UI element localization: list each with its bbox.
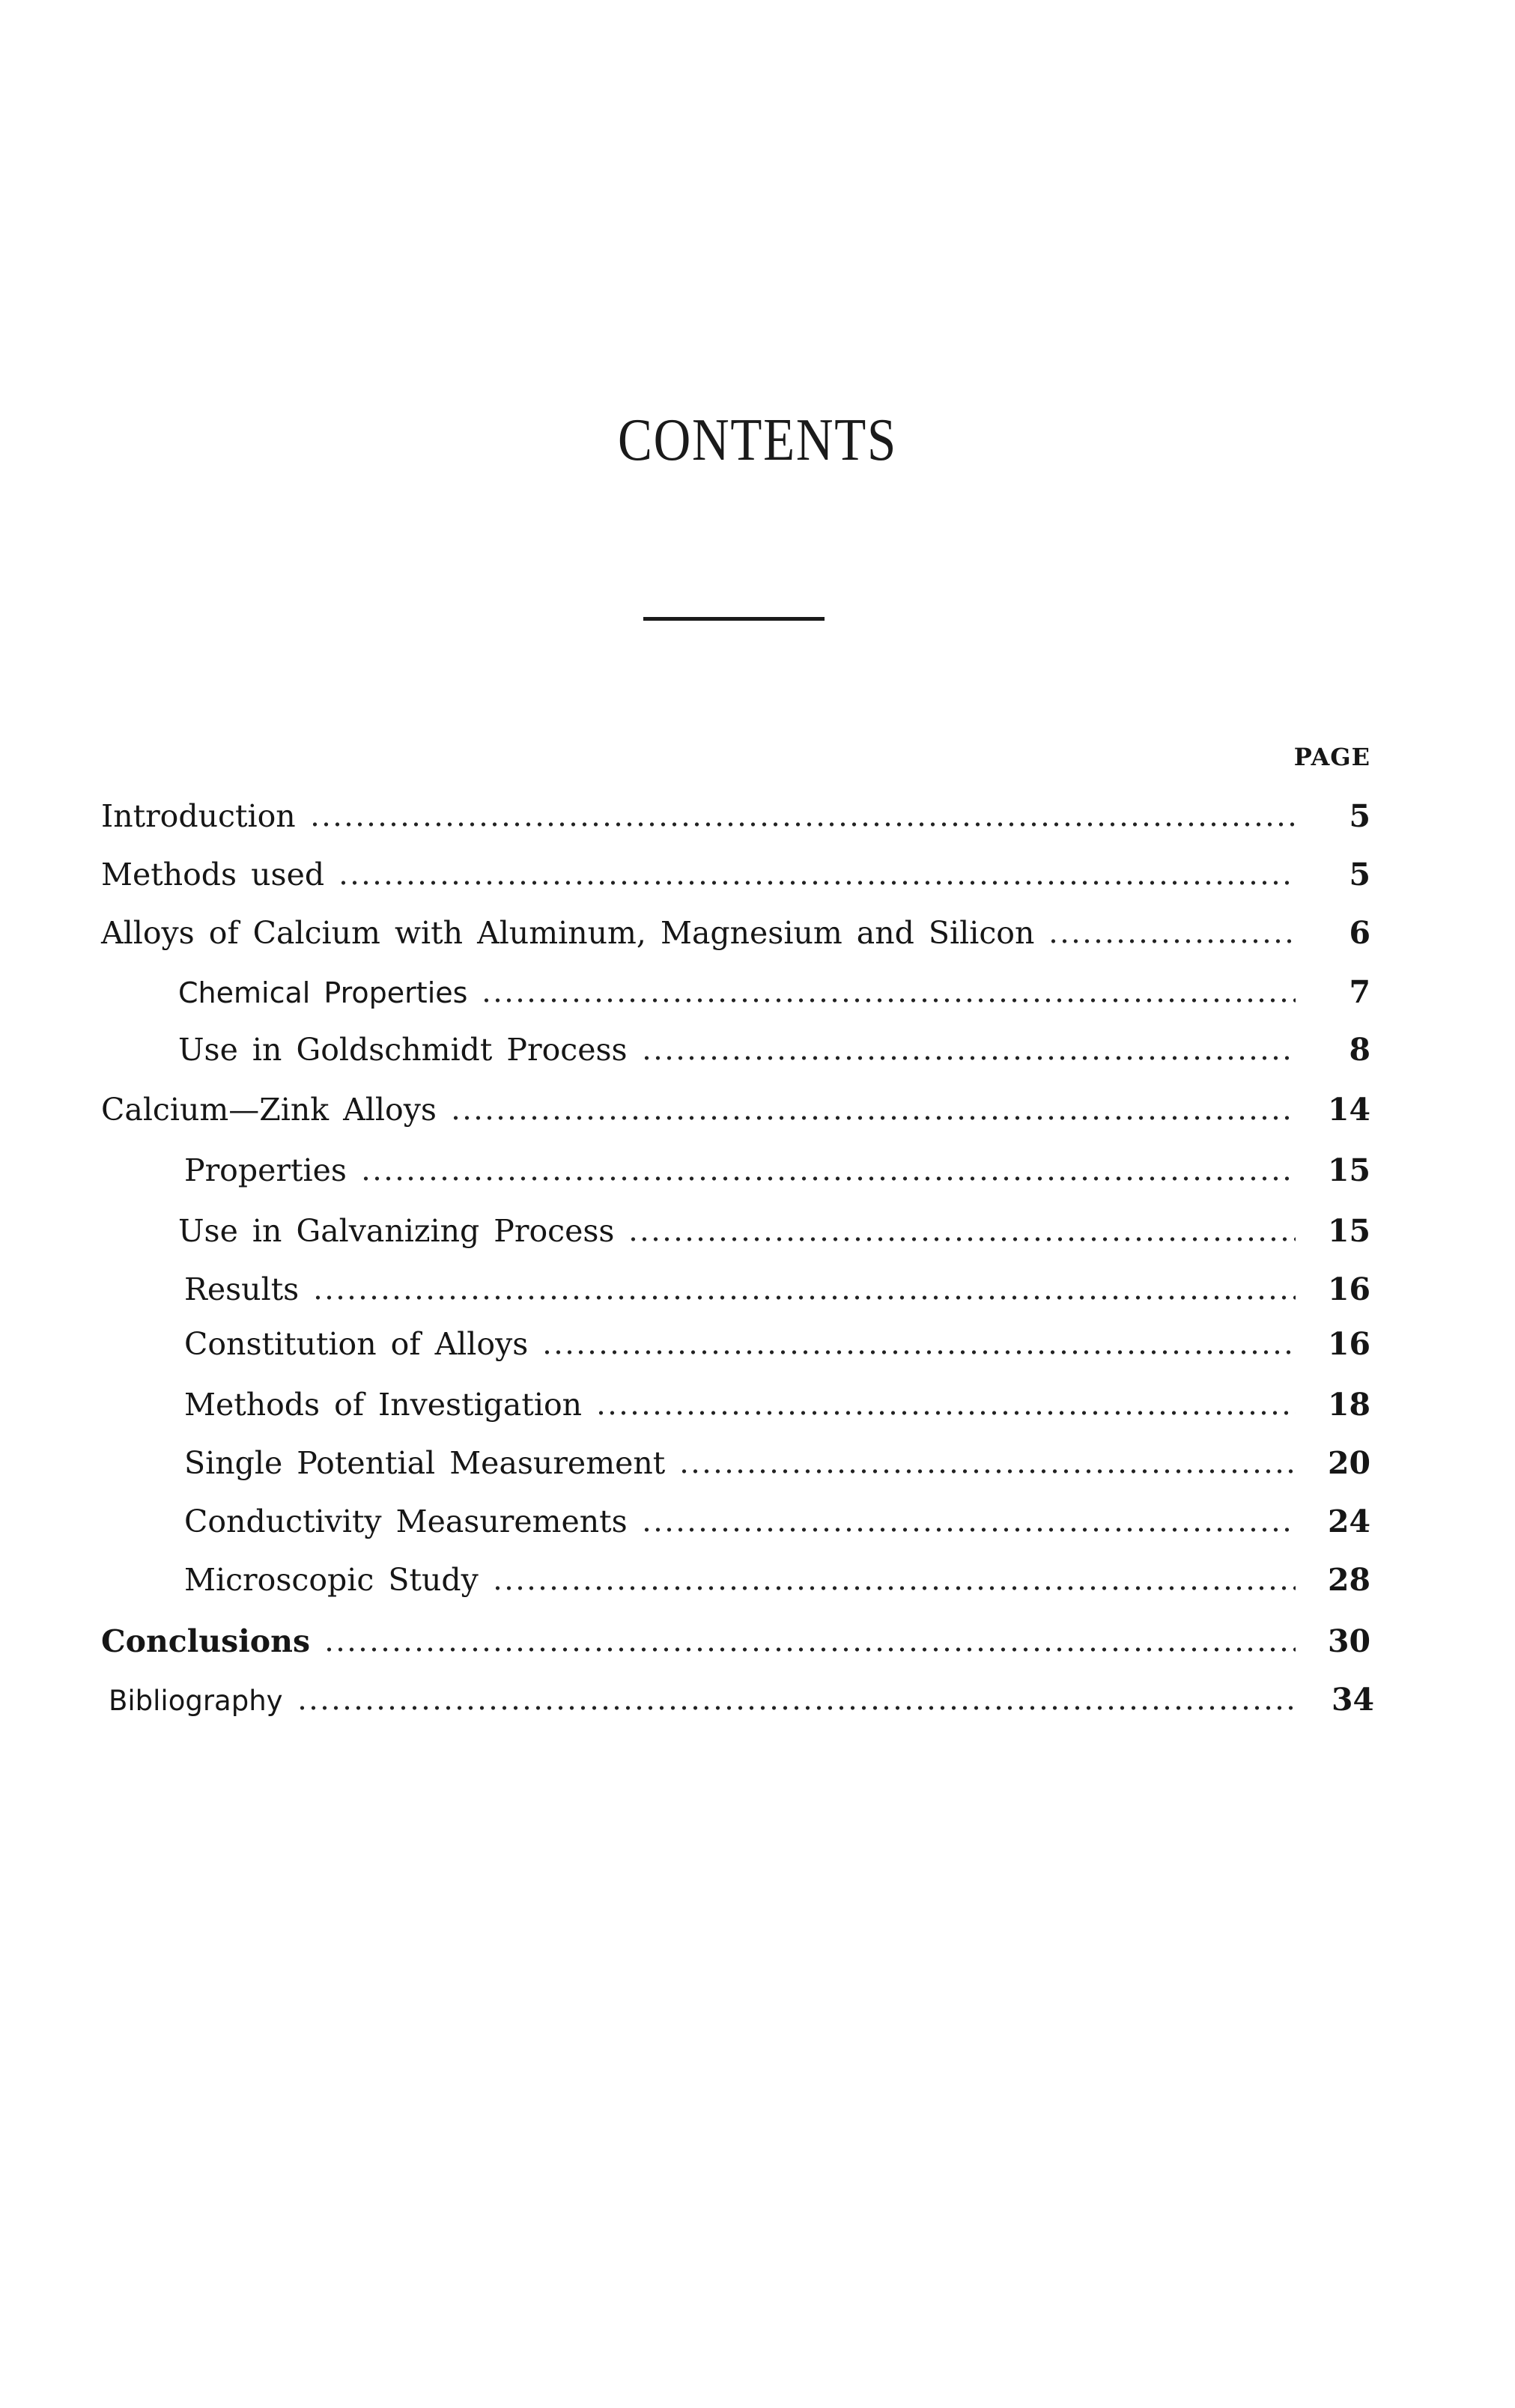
toc-entry-label: Conductivity Measurements: [184, 1504, 628, 1539]
toc-entry-label: Bibliography: [109, 1685, 283, 1717]
toc-entry-label: Methods of Investigation: [184, 1387, 583, 1423]
page-title: CONTENTS: [617, 407, 898, 473]
dot-leader: [541, 1349, 1296, 1355]
toc-entry-label: Microscopic Study: [184, 1562, 479, 1598]
dot-leader: [324, 1647, 1296, 1653]
toc-entry-label: Calcium—Zink Alloys: [101, 1092, 437, 1128]
toc-entry-page: 18: [1327, 1387, 1370, 1423]
toc-entry-page: 16: [1327, 1326, 1370, 1362]
toc-entry-calcium-zink-alloys[interactable]: [101, 1087, 1370, 1132]
toc-entry-label: Introduction: [101, 798, 296, 834]
toc-entry-page: 5: [1349, 798, 1370, 834]
toc-entry-results[interactable]: [184, 1267, 1370, 1312]
toc-entry-label: Chemical Properties: [178, 976, 468, 1009]
dot-leader: [312, 1295, 1296, 1301]
dot-leader: [641, 1527, 1296, 1533]
toc-entry-goldschmidt-process[interactable]: [178, 1027, 1370, 1072]
dot-leader: [481, 997, 1296, 1003]
toc-entry-page: 34: [1331, 1682, 1374, 1718]
toc-entry-page: 15: [1327, 1152, 1370, 1188]
toc-entry-microscopic-study[interactable]: [184, 1557, 1370, 1602]
toc-entry-bibliography[interactable]: [109, 1677, 1374, 1722]
toc-entry-introduction[interactable]: [101, 794, 1370, 839]
toc-entry-conductivity-measurements[interactable]: [184, 1499, 1370, 1544]
toc-entry-page: 16: [1327, 1271, 1370, 1307]
toc-entry-label: Constitution of Alloys: [184, 1326, 529, 1362]
toc-entry-page: 15: [1327, 1213, 1370, 1249]
dot-leader: [595, 1410, 1296, 1416]
toc-entry-label: Use in Goldschmidt Process: [178, 1032, 628, 1068]
toc-entry-chemical-properties[interactable]: [178, 970, 1370, 1015]
toc-entry-alloys-of-calcium[interactable]: [101, 910, 1370, 955]
dot-leader: [1048, 938, 1296, 944]
toc-entry-page: 7: [1349, 974, 1370, 1010]
dot-leader: [309, 821, 1296, 827]
toc-entry-page: 8: [1349, 1032, 1370, 1068]
toc-entry-page: 30: [1327, 1623, 1370, 1659]
toc-entry-label: Single Potential Measurement: [184, 1445, 666, 1481]
toc-entry-methods-used[interactable]: [101, 852, 1370, 897]
dot-leader: [360, 1176, 1296, 1182]
toc-entry-label: Alloys of Calcium with Aluminum, Magnesium and Silicon: [101, 915, 1035, 951]
dot-leader: [297, 1705, 1299, 1711]
toc-entry-page: 28: [1327, 1562, 1370, 1598]
toc-entry-label: Methods used: [101, 857, 325, 893]
toc-entry-label: Conclusions: [101, 1623, 311, 1659]
toc-entry-label: Use in Galvanizing Process: [178, 1213, 615, 1249]
dot-leader: [641, 1055, 1296, 1061]
dot-leader: [492, 1585, 1296, 1591]
toc-entry-methods-of-investigation[interactable]: [184, 1382, 1370, 1427]
toc-entry-properties[interactable]: [184, 1148, 1370, 1193]
toc-entry-single-potential-measurement[interactable]: [184, 1441, 1370, 1486]
toc-entry-page: 14: [1327, 1092, 1370, 1128]
toc-entry-page: 20: [1327, 1445, 1370, 1481]
dot-leader: [338, 880, 1296, 886]
toc-entry-page: 6: [1349, 915, 1370, 951]
toc-entry-galvanizing-process[interactable]: [178, 1208, 1370, 1253]
toc-entry-page: 5: [1349, 857, 1370, 893]
toc-entry-label: Results: [184, 1271, 300, 1307]
dot-leader: [678, 1468, 1296, 1474]
dot-leader: [450, 1115, 1296, 1121]
dot-leader: [628, 1236, 1296, 1242]
toc-entry-conclusions[interactable]: [101, 1619, 1370, 1664]
page-column-heading: PAGE: [1293, 743, 1370, 771]
toc-entry-constitution-of-alloys[interactable]: [184, 1322, 1370, 1366]
toc-entry-label: Properties: [184, 1152, 347, 1188]
toc-entry-page: 24: [1327, 1504, 1370, 1539]
